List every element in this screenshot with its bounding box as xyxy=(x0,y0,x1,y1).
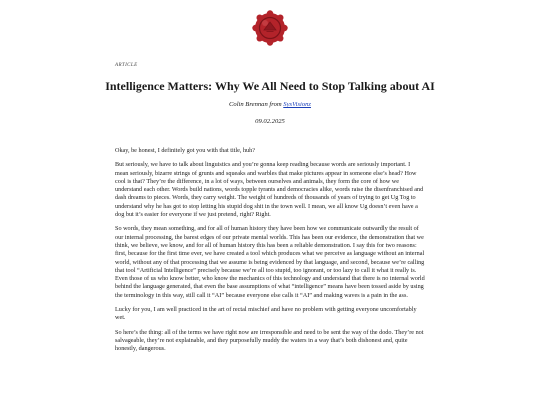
seal-graphic xyxy=(251,9,289,47)
article-category-label: ARTICLE xyxy=(115,63,138,68)
paragraph: Okay, be honest, I definitely got you with that title, huh? xyxy=(115,147,255,154)
paragraph: Lucky for you, I am well practiced in the art of rectal mischief and have no problem with getting everyone uncomfortably wet. xyxy=(115,306,417,322)
paragraph: But seriously, we have to talk about linguistics and you’re gonna keep reading because words are seriously important. I mean seriously, bizarre strings of grunts and squeaks and warbles that make pictures appear in someone else’s head? How cool is that? They’re the difference, in a lot of ways, between ourselves and animals, they form the core of how we understand each other. Words build nations, words topple tyrants and democracies alike, words raise the disenfranchised and dash dreams to pieces. Words, they carry weight. The weight of hundreds of thousands of years of trying to get Ug Tog to understand why he has got to stop letting his stupid dog shit in the town well. I mean, we all know Ug doesn’t even have a dog but it’s easier for everyone if we just pretend, right? Right. xyxy=(115,161,424,219)
paragraph: So words, they mean something, and for all of human history they have been how we communicate outwardly the result of our internal processing, the barest edges of our private mental worlds. This has been our evidence, the demonstration that we think, we believe, we know, and for all of human history this has been a reliable demonstration. I say this for two reasons: first, because for the first time ever, we have created a tool which produces what we perceive as language without an internal world, without any of that processing that we assume is being evidenced by that language, and second, because we’re calling that tool “Artificial Intelligence” precisely because we’re all too stupid, too ignorant, or too lazy to call it what it really is. Even those of us who know better, who know the mechanics of this technology and understand that there is no internal world behind the language generated, that even the base assumptions of what “intelligence” means have been tossed aside by using the terminology in this way, still call it “AI” because everyone else calls it “AI” and making waves is a pain in the ass. xyxy=(115,225,425,299)
article-body xyxy=(115,147,425,360)
wax-seal-icon[interactable] xyxy=(251,9,289,47)
publisher-link[interactable]: SysVisionz xyxy=(283,101,311,108)
article-byline xyxy=(70,100,470,109)
paragraph: So here’s the thing: all of the terms we have right now are irresponsible and need to be sent the way of the dodo. They’re not salvageable, they’re not explainable, and they purposefully muddy the waters in a way that’s both dishonest and, quite honestly, dangerous. xyxy=(115,328,424,353)
article-title: Intelligence Matters: Why We All Need to Stop Talking about AI xyxy=(105,79,435,93)
author-text: Colin Brennan from xyxy=(229,101,284,108)
publish-date: 09.02.2025 xyxy=(255,118,285,125)
